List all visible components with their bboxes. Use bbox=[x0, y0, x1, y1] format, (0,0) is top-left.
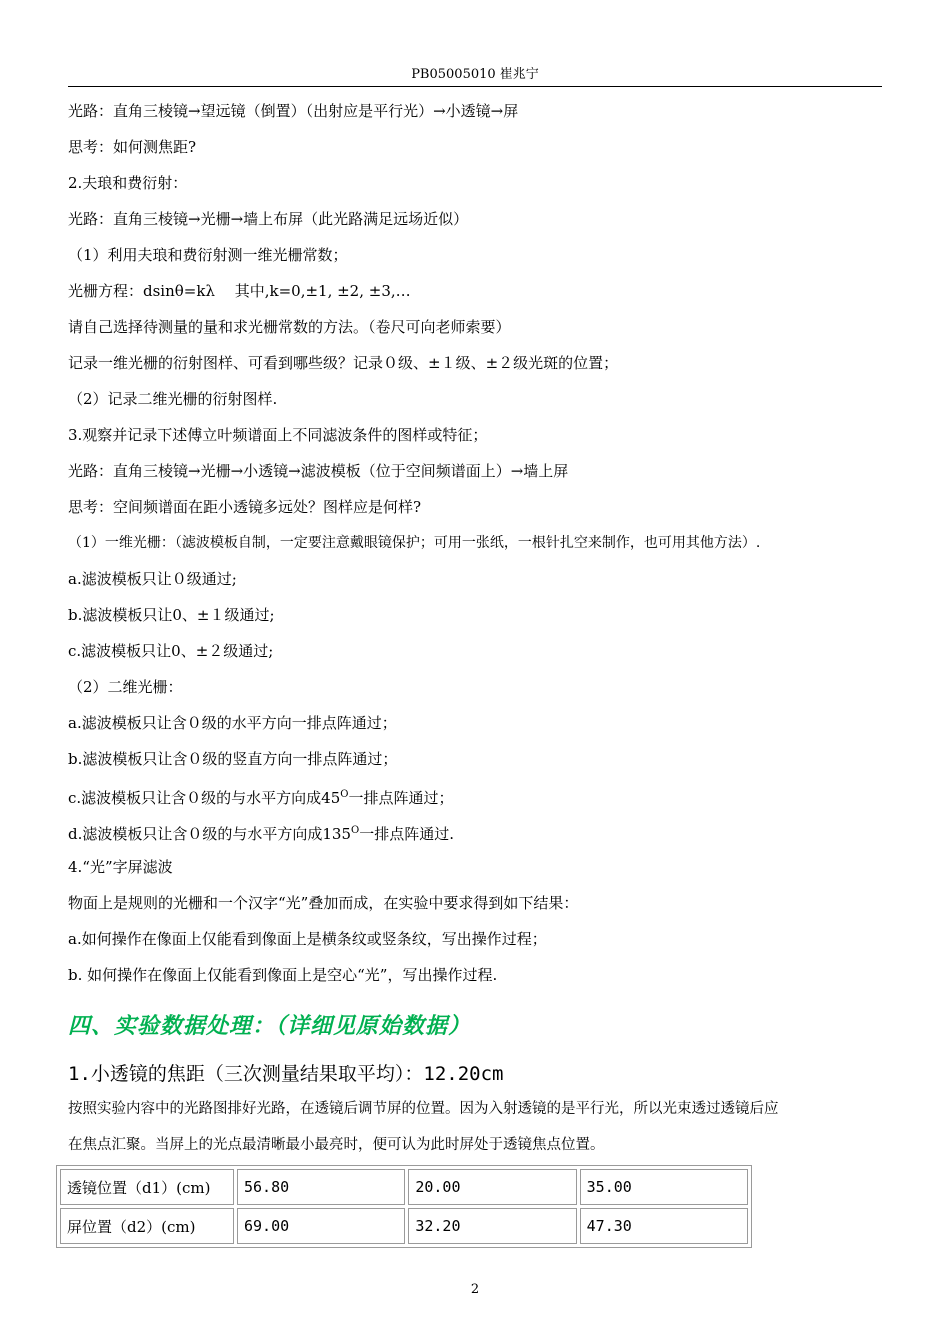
text-line: 2.夫琅和费衍射： bbox=[68, 174, 188, 192]
table-cell: 32.20 bbox=[408, 1208, 576, 1244]
text-line bbox=[68, 821, 454, 844]
text-line: a.滤波模板只让０级通过; bbox=[68, 570, 237, 588]
text-line: 光路：直角三棱镜→望远镜（倒置）（出射应是平行光）→小透镜→屏 bbox=[68, 102, 519, 120]
text-line: 物面上是规则的光栅和一个汉字“光”叠加而成，在实验中要求得到如下结果： bbox=[68, 894, 579, 912]
text-line: b.滤波模板只让含０级的竖直方向一排点阵通过； bbox=[68, 750, 398, 768]
text-line: b.滤波模板只让0、±１级通过; bbox=[68, 606, 275, 624]
text-line: 思考：如何测焦距? bbox=[68, 138, 197, 156]
paragraph-line: 按照实验内容中的光路图排好光路，在透镜后调节屏的位置。因为入射透镜的是平行光，所以光束透过透镜后应 bbox=[68, 1101, 779, 1117]
table-cell: 69.00 bbox=[237, 1208, 405, 1244]
subsection-heading: 1.小透镜的焦距（三次测量结果取平均）：12.20cm bbox=[68, 1063, 504, 1085]
text-line-start: c.滤波模板只让含０级的与水平方向成 bbox=[68, 789, 322, 807]
table-cell: 35.00 bbox=[580, 1169, 748, 1205]
text-line: （2）记录二维光栅的衍射图样. bbox=[68, 390, 278, 408]
angle-value: 135 bbox=[322, 825, 352, 843]
text-line: 光路：直角三棱镜→光栅→墙上布屏（此光路满足远场近似） bbox=[68, 210, 469, 228]
focal-length-table bbox=[56, 1165, 752, 1248]
text-line: c.滤波模板只让0、±２级通过; bbox=[68, 642, 274, 660]
page-number: 2 bbox=[470, 1282, 480, 1297]
degree-mark: O bbox=[340, 789, 349, 800]
text-line: 光栅方程：dsinθ=kλ 其中,k=0,±1, ±2, ±3,… bbox=[68, 282, 411, 300]
text-line: b. 如何操作在像面上仅能看到像面上是空心“光”，写出操作过程. bbox=[68, 966, 498, 984]
text-line-end: 一排点阵通过； bbox=[348, 789, 454, 807]
table-cell: 56.80 bbox=[237, 1169, 405, 1205]
text-line: 请自己选择待测量的量和求光栅常数的方法。（卷尺可向老师索要） bbox=[68, 318, 511, 336]
paragraph-line: 在焦点汇聚。当屏上的光点最清晰最小最亮时，便可认为此时屏处于透镜焦点位置。 bbox=[68, 1137, 605, 1153]
text-line: 记录一维光栅的衍射图样、可看到哪些级？记录０级、±１级、±２级光斑的位置； bbox=[68, 354, 619, 372]
text-line: a.如何操作在像面上仅能看到像面上是横条纹或竖条纹，写出操作过程； bbox=[68, 930, 547, 948]
table-cell: 47.30 bbox=[580, 1208, 748, 1244]
text-line: （1）一维光栅：（滤波模板自制，一定要注意戴眼镜保护；可用一张纸，一根针扎空来制作，也可用其他方法）. bbox=[68, 535, 761, 551]
text-line bbox=[68, 785, 453, 808]
text-line: a.滤波模板只让含０级的水平方向一排点阵通过； bbox=[68, 714, 397, 732]
angle-value: 45 bbox=[321, 789, 341, 807]
table-cell: 20.00 bbox=[408, 1169, 576, 1205]
text-line-start: d.滤波模板只让含０级的与水平方向成 bbox=[68, 825, 323, 843]
text-line: 思考：空间频谱面在距小透镜多远处？图样应是何样? bbox=[68, 498, 422, 516]
row-label: 透镜位置（d1）(cm) bbox=[60, 1169, 234, 1205]
text-line: （1）利用夫琅和费衍射测一维光栅常数； bbox=[68, 246, 348, 264]
header-rule bbox=[68, 86, 882, 87]
table-row bbox=[60, 1208, 748, 1244]
degree-mark: O bbox=[351, 825, 360, 836]
text-line: 3.观察并记录下述傅立叶频谱面上不同滤波条件的图样或特征； bbox=[68, 426, 488, 444]
text-line-end: 一排点阵通过. bbox=[359, 825, 454, 843]
text-line: （2）二维光栅： bbox=[68, 678, 183, 696]
text-line: 光路：直角三棱镜→光栅→小透镜→滤波模板（位于空间频谱面上）→墙上屏 bbox=[68, 462, 569, 480]
page-header: PB05005010 崔兆宁 bbox=[411, 67, 539, 82]
section-heading: 四、实验数据处理：（详细见原始数据） bbox=[68, 1013, 472, 1039]
table-row bbox=[60, 1169, 748, 1205]
text-line: 4.“光”字屏滤波 bbox=[68, 858, 173, 876]
row-label: 屏位置（d2）(cm) bbox=[60, 1208, 234, 1244]
